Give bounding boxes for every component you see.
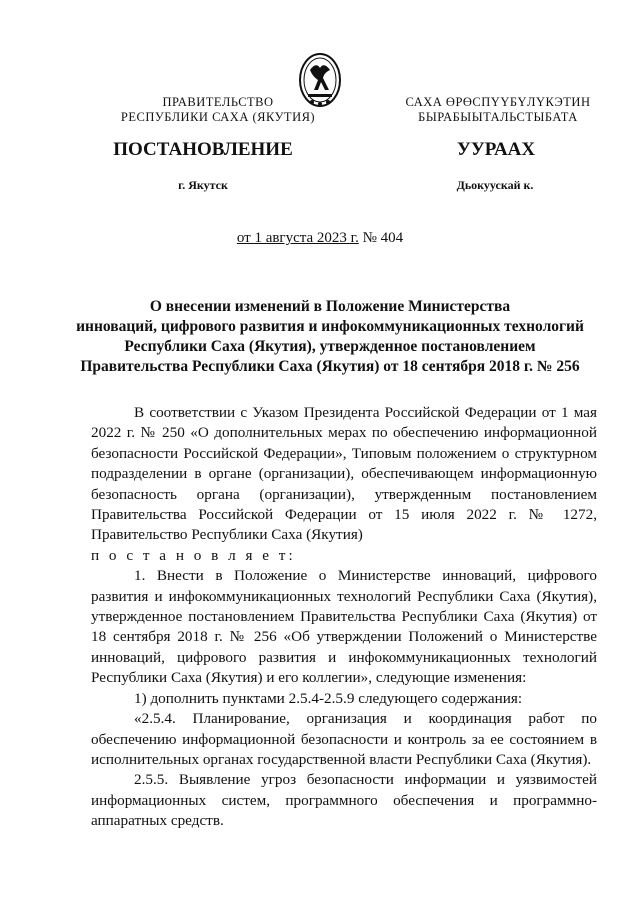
decree-date: 1 августа 2023 г. [254,230,359,246]
decree-body [91,403,597,832]
item-1-subitem-1: 1) дополнить пунктами 2.5.4-2.5.9 следующего содержания: [134,689,523,707]
item-1-paragraph: 1. Внести в Положение о Министерстве инноваций, цифрового развития и инфокоммуникационных технологий Республики Саха (Якутия), утвержденное постановлением Правительства Республики Саха (Якутия) от 18 сентября 2018 г. № 256 «Об утверждении Положений о Министерстве инноваций, цифрового развития и инфокоммуникационных технологий Республики Саха (Якутия) и его коллегии», следующие изменения: [91,567,597,687]
title-line: О внесении изменений в Положение Министерства [149,298,511,315]
clause-2-5-4: «2.5.4. Планирование, организация и координация работ по обеспечению информационной безопасности и контроль за ее состоянием в исполнительных органах государственной власти Республики Саха (Якутия). [91,710,597,768]
city-russian: г. Якутск [178,178,228,192]
doc-type-russian: ПОСТАНОВЛЕНИЕ [113,139,293,160]
decree-title [60,297,600,377]
authority-name-russian [118,95,318,125]
preamble-paragraph: В соответствии с Указом Президента Российской Федерации от 1 мая 2022 г. № 250 «О дополнительных мерах по обеспечению информационной безопасности Российской Федерации», Типовым положением о структурном подразделении в органе (организации), обеспечивающем информационную безопасность органа (организации), утвержденным постановлением Правительства Российской Федерации от 15 июля 2022 г. № 1272, Правительство Республики Саха (Якутия) [91,404,597,544]
authority-line: САХА ӨРӨСПYYБYЛYКЭТИН [405,95,591,109]
title-line: инноваций, цифрового развития и инфокоммуникационных технологий [76,318,584,335]
decree-word: п о с т а н о в л я е т: [91,546,296,564]
authority-name-yakut [398,95,598,125]
decree-number: № 404 [358,230,404,246]
authority-line: ПРАВИТЕЛЬСТВО [162,95,274,109]
authority-line: БЫРАБЫЫТАЛЬСТЫБАТА [418,110,578,124]
title-line: Республики Саха (Якутия), утвержденное постановлением [124,338,536,355]
title-line: Правительства Республики Саха (Якутия) от 18 сентября 2018 г. № 256 [80,358,580,375]
authority-line: РЕСПУБЛИКИ САХА (ЯКУТИЯ) [120,110,316,124]
doc-type-yakut: УУРААХ [456,139,536,160]
decree-date-number [0,230,640,247]
city-yakut: Дьокуускай к. [456,178,534,192]
clause-2-5-5: 2.5.5. Выявление угроз безопасности информации и уязвимостей информационных систем, программного обеспечения и программно-аппаратных средств. [91,771,597,830]
date-prefix: от [236,230,255,246]
